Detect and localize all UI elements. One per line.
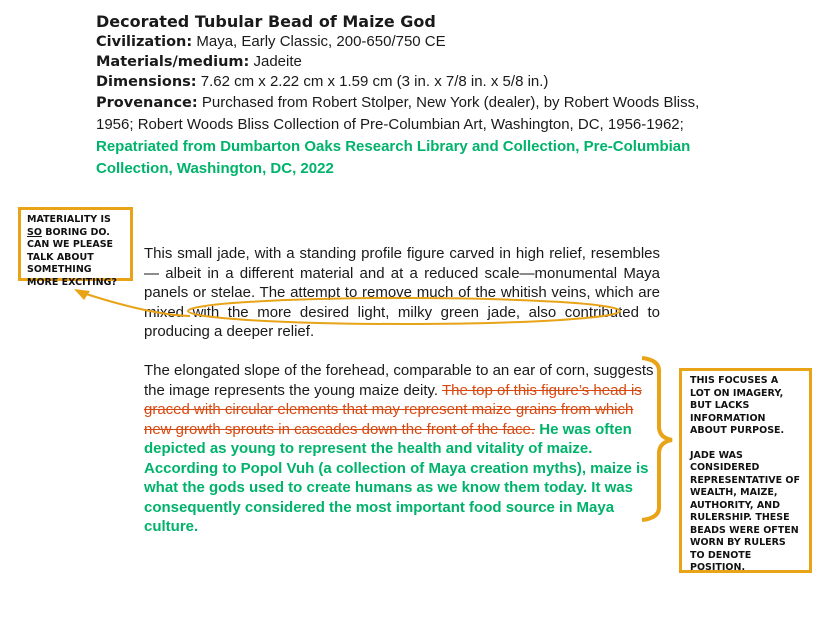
civilization-value: Maya, Early Classic, 200-650/750 CE xyxy=(196,33,446,50)
repatriation-note: Repatriated from Dumbarton Oaks Research Library and Collection, Pre-Columbian Collection, Washington, DC, 2022 xyxy=(96,138,691,177)
artwork-title: Decorated Tubular Bead of Maize God xyxy=(96,12,436,31)
annotation-note-right xyxy=(679,368,812,573)
dimensions-line xyxy=(96,72,716,92)
annotation-note-left xyxy=(18,207,133,288)
paragraph-2-text: The elongated slope of the forehead, comparable to an ear of corn, suggests the image represents the young maize deity. xyxy=(144,362,654,399)
civilization-line xyxy=(96,32,716,52)
left-note-text-end: BORING DO. CAN WE PLEASE TALK ABOUT SOMETHING MORE EXCITING? xyxy=(27,226,117,288)
provenance-label: Provenance: xyxy=(96,95,198,111)
civilization-label: Civilization: xyxy=(96,34,193,50)
provenance-value: Purchased from Robert Stolper, New York (dealer), by Robert Woods Bliss, 1956; Robert Woods Bliss Collection of Pre-Columbian Art, Washington, DC, 1956-1962; xyxy=(96,94,700,133)
materials-line xyxy=(96,52,716,72)
struck-text: The top of this figure’s head is graced with circular elements that may represent maize grains from which new growth sprouts in cascades down the front of the face. xyxy=(144,381,642,438)
right-note-critique: THIS FOCUSES A LOT ON IMAGERY, BUT LACKS INFORMATION ABOUT PURPOSE. xyxy=(690,375,785,436)
right-note-addition: JADE WAS CONSIDERED REPRESENTATIVE OF WEALTH, MAIZE, AUTHORITY, AND RULERSHIP. THESE BEADS WERE OFTEN WORN BY RULERS TO DENOTE POSITION. xyxy=(690,449,800,573)
description-paragraph-2 xyxy=(144,361,660,537)
artwork-header xyxy=(96,12,716,180)
materials-value: Jadeite xyxy=(253,53,302,70)
provenance-line xyxy=(96,92,716,136)
left-note-emphasis: SO xyxy=(27,226,42,238)
arrowhead-icon xyxy=(74,289,90,300)
description-paragraph-1: This small jade, with a standing profile figure carved in high relief, resembles— albeit in a different material and at a reduced scale—monumental Maya panels or stelae. The attempt to remove much of the whitish veins, which are mixed with the more desired light, milky green jade, also contributed to producing a deeper relief. xyxy=(144,245,660,340)
added-text: He was often depicted as young to represent the health and vitality of maize. According to Popol Vuh (a collection of Maya creation myths), maize is what the gods used to create humans as we know them today. It was consequently considered the most important food source in Maya culture. xyxy=(144,420,649,535)
left-note-text-start: MATERIALITY IS xyxy=(27,214,111,225)
materials-label: Materials/medium: xyxy=(96,54,250,70)
dimensions-value: 7.62 cm x 2.22 cm x 1.59 cm (3 in. x 7/8 in. x 5/8 in.) xyxy=(200,73,549,90)
dimensions-label: Dimensions: xyxy=(96,74,197,90)
